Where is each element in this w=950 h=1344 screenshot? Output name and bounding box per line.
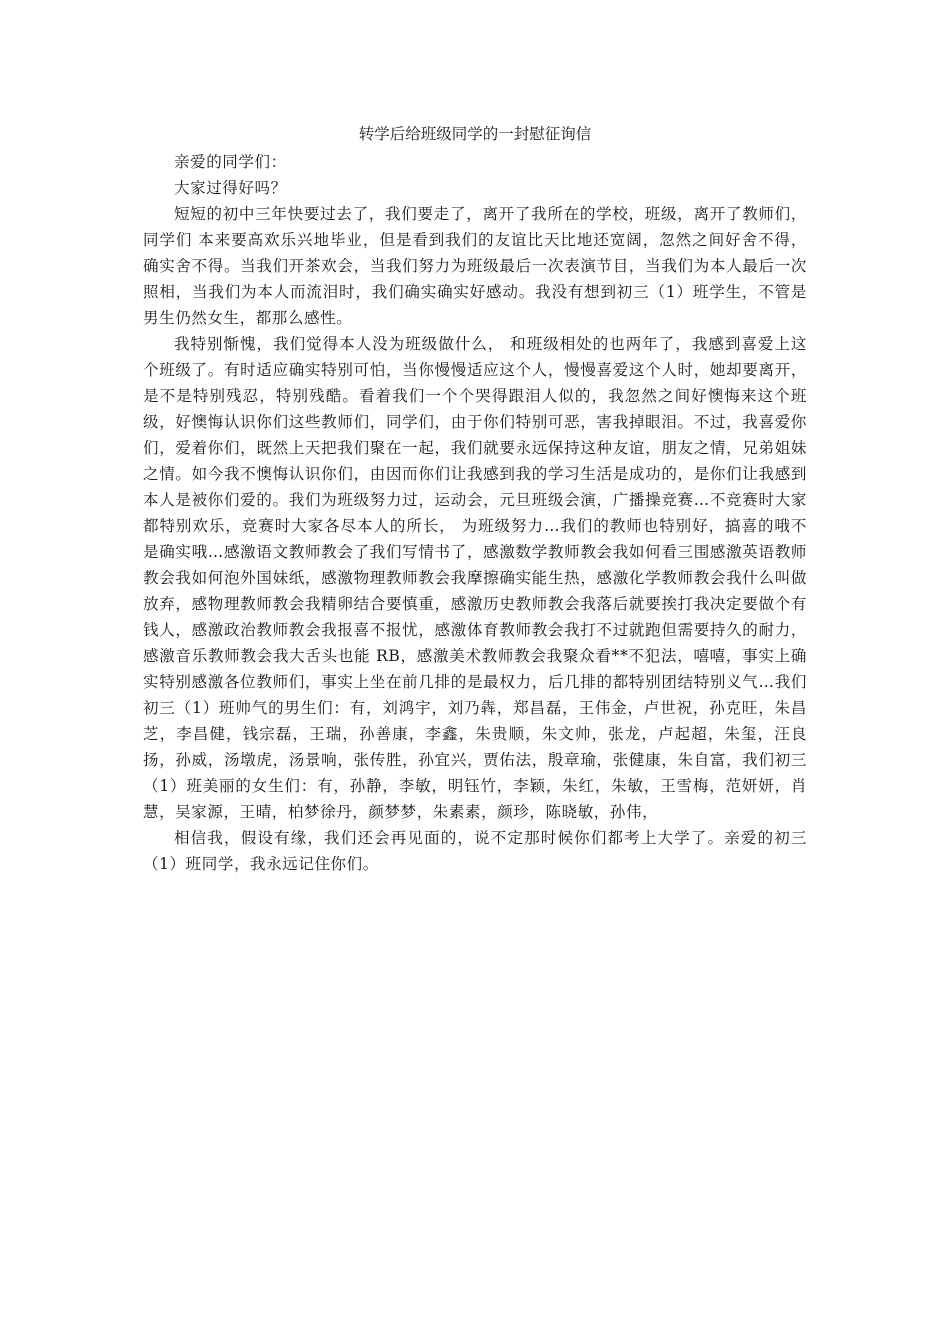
- paragraph-1: 短短的初中三年快要过去了，我们要走了，离开了我所在的学校，班级，离开了教师们，同学们 本来要高欢乐兴地毕业，但是看到我们的友谊比天比地还宽阔，忽然之间好舍不得，确实舍不得。当我们开茶欢会，当我们努力为班级最后一次表演节目，当我们为本人最后一次照相，当我们为本人而流泪时，我们确实确实好感动。我没有想到初三（1）班学生，不管是男生仍然女生，都那么感性。: [143, 205, 807, 327]
- document-body: [143, 121, 807, 877]
- document-title: 转学后给班级同学的一封慰征询信: [358, 125, 592, 143]
- greeting: 大家过得好吗？: [174, 179, 287, 197]
- paragraph-2: 我特别惭愧，我们觉得本人没为班级做什么， 和班级相处的也两年了，我感到喜爱上这个班级了。有时适应确实特别可怕，当你慢慢适应这个人，慢慢喜爱这个人时，她却要离开，是不是特别残忍，特别残酷。看着我们一个个哭得跟泪人似的，我忽然之间好懊悔来这个班级，好懊悔认识你们这些教师们，同学们，由于你们特别可恶，害我掉眼泪。不过，我喜爱你们，爱着你们，既然上天把我们聚在一起，我们就要永远保持这种友谊，朋友之情，兄弟姐妹之情。如今我不懊悔认识你们，由因而你们让我感到我的学习生活是成功的，是你们让我感到本人是被你们爱的。我们为班级努力过，运动会，元旦班级会演，广播操竞赛…不竞赛时大家都特别欢乐，竞赛时大家各尽本人的所长， 为班级努力…我们的教师也特别好，搞喜的哦不是确实哦…感激语文教师教会了我们写情书了，感激数学教师教会我如何看三围感激英语教师教会我如何泡外国妹纸，感激物理教师教会我摩擦确实能生热，感激化学教师教会我什么叫做放弃，感物理教师教会我精卵结合要慎重，感激历史教师教会我落后就要挨打我决定要做个有钱人，感激政治教师教会我报喜不报忧，感激体育教师教会我打不过就跑但需要持久的耐力，感激音乐教师教会我大舌头也能 RB，感激美术教师教会我聚众看**不犯法，嘻嘻，事实上确实特别感激各位教师们，事实上坐在前几排的是最权力，后几排的都特别团结特别义气…我们初三（1）班帅气的男生们：有，刘鸿宇，刘乃犇，郑昌磊，王伟金，卢世祝，孙克旺，朱昌芝，李昌健，钱宗磊，王瑞，孙善康，李鑫，朱贵顺，朱文帅，张龙，卢起超，朱玺，汪良扬，孙威，汤墩虎，汤景响，张传胜，孙宜兴，贾佑法，殷章瑜，张健康，朱自富，我们初三（1）班美丽的女生们：有，孙静，李敏，明钰竹，李颖，朱红，朱敏，王雪梅，范妍妍，肖慧，吴家源，王晴，柏梦徐丹，颜梦梦，朱素素，颜珍，陈晓敏，孙伟，: [143, 335, 807, 821]
- salutation: 亲爱的同学们：: [174, 153, 287, 171]
- paragraph-3: 相信我，假设有缘，我们还会再见面的，说不定那时候你们都考上大学了。亲爱的初三（1）班同学，我永远记住你们。: [143, 829, 807, 873]
